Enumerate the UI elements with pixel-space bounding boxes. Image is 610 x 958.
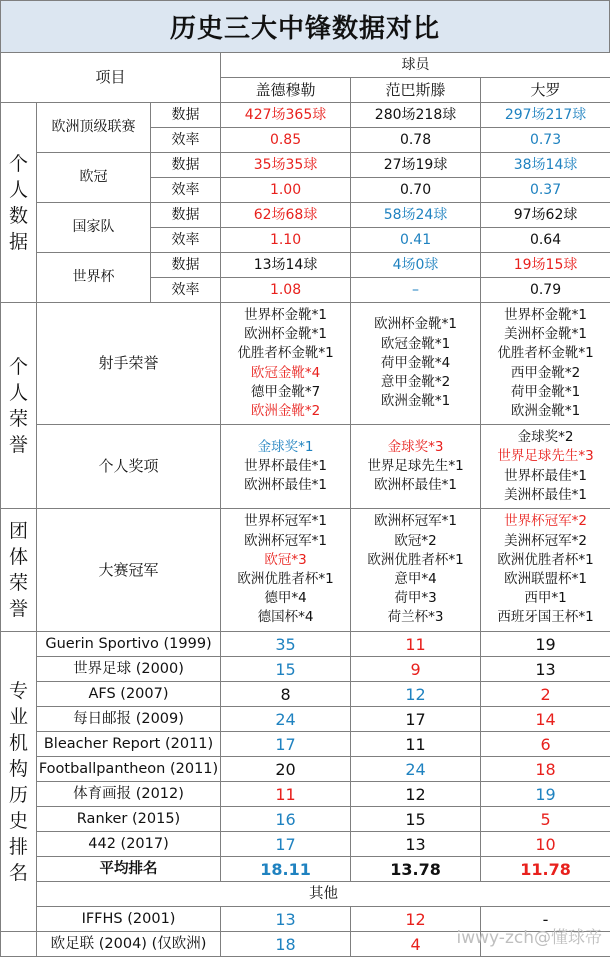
honor-label-awards: 个人奖项 <box>37 425 221 509</box>
rank-muller: 17 <box>221 832 351 857</box>
awards-ronaldo <box>481 425 610 509</box>
average-rank-muller: 18.11 <box>221 857 351 882</box>
watermark: iwwy-zch@懂球帝 <box>456 928 602 948</box>
honor-item: 世界杯金靴*1 <box>244 306 327 323</box>
section-rankings: 专 业 机 构 历 史 排 名 <box>1 632 37 932</box>
rank-ronaldo: 19 <box>481 782 610 807</box>
rank-van-basten: 15 <box>351 807 481 832</box>
honor-list <box>351 438 480 496</box>
data-label: 数据 <box>151 103 221 128</box>
rank-muller: 20 <box>221 757 351 782</box>
honor-item: 欧洲金靴*1 <box>380 393 451 410</box>
national-rate-muller: 1.10 <box>221 228 351 253</box>
section-personal-data: 个 人 数 据 <box>1 103 37 303</box>
ranking-source: 欧足联 (2004) (仅欧洲) <box>37 932 221 957</box>
page-title: 历史三大中锋数据对比 <box>0 0 610 53</box>
rank-van-basten: 13 <box>351 832 481 857</box>
awards-muller <box>221 425 351 509</box>
honor-item: 欧洲优胜者杯*1 <box>237 571 334 587</box>
honor-item: 西甲*1 <box>524 590 567 607</box>
honor-item: 荷甲金靴*4 <box>380 354 451 371</box>
honor-item: 欧洲杯冠军*1 <box>244 532 327 549</box>
honor-item: 欧冠*2 <box>394 532 437 549</box>
scorer-honors-ronaldo <box>481 303 610 425</box>
worldcup-data-ronaldo: 19场15球 <box>481 253 610 278</box>
rank-muller: 24 <box>221 707 351 732</box>
rank-van-basten: 12 <box>351 907 481 932</box>
rank-van-basten: 11 <box>351 732 481 757</box>
ucl-rate-ronaldo: 0.37 <box>481 178 610 203</box>
honor-item: 世界杯冠军*2 <box>504 513 587 530</box>
honor-item: 德国杯*4 <box>257 609 314 626</box>
honor-item: 金球奖*3 <box>387 438 444 455</box>
rank-ronaldo: 13 <box>481 657 610 682</box>
data-label: 数据 <box>151 153 221 178</box>
ranking-source: 每日邮报 (2009) <box>37 707 221 732</box>
rank-van-basten: 17 <box>351 707 481 732</box>
rank-muller: 16 <box>221 807 351 832</box>
rank-muller: 15 <box>221 657 351 682</box>
ucl-data-van-basten: 27场19球 <box>351 153 481 178</box>
league-data-muller: 427场365球 <box>221 103 351 128</box>
national-data-van-basten: 58场24球 <box>351 203 481 228</box>
honor-item: 优胜者杯金靴*1 <box>237 345 334 362</box>
league-rate-muller: 0.85 <box>221 128 351 153</box>
rate-label: 效率 <box>151 228 221 253</box>
league-data-ronaldo: 297场217球 <box>481 103 610 128</box>
worldcup-data-muller: 13场14球 <box>221 253 351 278</box>
section-team-honors: 团 体 荣 誉 <box>1 509 37 632</box>
rate-label: 效率 <box>151 278 221 303</box>
rank-ronaldo: 6 <box>481 732 610 757</box>
ranking-source: 体育画报 (2012) <box>37 782 221 807</box>
honor-list <box>481 306 610 421</box>
honor-item: 荷甲*3 <box>394 590 437 607</box>
honor-item: 世界杯金靴*1 <box>504 306 587 323</box>
team-honors-muller <box>221 509 351 632</box>
rate-label: 效率 <box>151 128 221 153</box>
scorer-honors-van-basten <box>351 303 481 425</box>
honor-item: 欧洲杯金靴*1 <box>244 326 327 343</box>
honor-item: 欧洲优胜者杯*1 <box>497 551 594 568</box>
honor-item: 欧洲杯最佳*1 <box>374 477 457 494</box>
header-item: 项目 <box>1 53 221 103</box>
data-label: 数据 <box>151 253 221 278</box>
honor-item: 欧冠金靴*4 <box>250 364 321 381</box>
rank-muller: 8 <box>221 682 351 707</box>
team-honors-ronaldo <box>481 509 610 632</box>
national-rate-van-basten: 0.41 <box>351 228 481 253</box>
honor-item: 世界杯最佳*1 <box>504 467 587 484</box>
worldcup-rate-ronaldo: 0.79 <box>481 278 610 303</box>
ucl-data-muller: 35场35球 <box>221 153 351 178</box>
honor-item: 欧洲联盟杯*1 <box>504 571 587 587</box>
honor-item: 西班牙国王杯*1 <box>497 609 594 626</box>
player-name-muller: 盖德穆勒 <box>221 78 351 103</box>
honor-item: 欧冠金靴*1 <box>380 335 451 352</box>
rank-ronaldo: 10 <box>481 832 610 857</box>
rank-ronaldo: 2 <box>481 682 610 707</box>
rank-van-basten: 12 <box>351 782 481 807</box>
competition-label: 国家队 <box>37 203 151 253</box>
honor-item: 世界杯冠军*1 <box>244 513 327 530</box>
others-header: 其他 <box>37 882 610 907</box>
ucl-rate-van-basten: 0.70 <box>351 178 481 203</box>
honor-list <box>351 315 480 411</box>
honor-item: 荷甲金靴*1 <box>510 383 581 400</box>
rate-label: 效率 <box>151 178 221 203</box>
honor-item: 欧洲杯最佳*1 <box>244 477 327 494</box>
player-name-van-basten: 范巴斯滕 <box>351 78 481 103</box>
rank-ronaldo: 19 <box>481 632 610 657</box>
average-rank-ronaldo: 11.78 <box>481 857 610 882</box>
ranking-source: 442 (2017) <box>37 832 221 857</box>
honor-list <box>481 428 610 505</box>
honor-item: 意甲*4 <box>394 571 437 587</box>
ranking-source: Guerin Sportivo (1999) <box>37 632 221 657</box>
competition-label: 欧洲顶级联赛 <box>37 103 151 153</box>
team-honors-van-basten <box>351 509 481 632</box>
honor-item: 西甲金靴*2 <box>510 364 581 381</box>
ranking-source: IFFHS (2001) <box>37 907 221 932</box>
ucl-data-ronaldo: 38场14球 <box>481 153 610 178</box>
honor-list <box>351 512 480 627</box>
honor-item: 美洲杯冠军*2 <box>504 532 587 549</box>
honor-item: 德甲*4 <box>264 590 307 607</box>
national-data-ronaldo: 97场62球 <box>481 203 610 228</box>
national-rate-ronaldo: 0.64 <box>481 228 610 253</box>
ranking-source: 世界足球 (2000) <box>37 657 221 682</box>
average-rank-van-basten: 13.78 <box>351 857 481 882</box>
honor-label-scorer: 射手荣誉 <box>37 303 221 425</box>
rank-muller: 11 <box>221 782 351 807</box>
honor-list <box>221 512 350 627</box>
competition-label: 欧冠 <box>37 153 151 203</box>
rank-van-basten: 12 <box>351 682 481 707</box>
competition-label: 世界杯 <box>37 253 151 303</box>
rank-muller: 17 <box>221 732 351 757</box>
honor-item: 世界杯最佳*1 <box>244 457 327 474</box>
league-data-van-basten: 280场218球 <box>351 103 481 128</box>
national-data-muller: 62场68球 <box>221 203 351 228</box>
honor-item: 优胜者杯金靴*1 <box>497 345 594 362</box>
ranking-source: AFS (2007) <box>37 682 221 707</box>
honor-item: 金球奖*2 <box>517 429 574 446</box>
honor-item: 欧洲优胜者杯*1 <box>367 551 464 568</box>
honor-item: 欧洲杯金靴*1 <box>374 316 457 333</box>
honor-item: 世界足球先生*1 <box>367 457 464 474</box>
average-rank-label: 平均排名 <box>37 857 221 882</box>
rank-muller: 35 <box>221 632 351 657</box>
player-name-ronaldo: 大罗 <box>481 78 610 103</box>
comparison-table <box>0 52 610 957</box>
section-personal-honors: 个 人 荣 誉 <box>1 303 37 509</box>
header-players-group: 球员 <box>221 53 610 78</box>
rank-van-basten: 11 <box>351 632 481 657</box>
awards-van-basten <box>351 425 481 509</box>
rank-ronaldo: - <box>481 907 610 932</box>
honor-item: 金球奖*1 <box>257 438 314 455</box>
honor-item: 欧洲金靴*1 <box>510 402 581 419</box>
rank-ronaldo: 14 <box>481 707 610 732</box>
honor-item: 意甲金靴*2 <box>380 374 451 391</box>
ranking-source: Ranker (2015) <box>37 807 221 832</box>
rank-ronaldo: 5 <box>481 807 610 832</box>
data-label: 数据 <box>151 203 221 228</box>
rank-van-basten: 24 <box>351 757 481 782</box>
honor-item: 欧洲金靴*2 <box>250 402 321 419</box>
rank-muller: 18 <box>221 932 351 957</box>
scorer-honors-muller <box>221 303 351 425</box>
honor-list <box>221 438 350 496</box>
honor-item: 世界足球先生*3 <box>497 448 594 465</box>
rank-van-basten: 9 <box>351 657 481 682</box>
honor-label-team: 大赛冠军 <box>37 509 221 632</box>
honor-list <box>221 306 350 421</box>
honor-item: 美洲杯最佳*1 <box>504 486 587 503</box>
rank-van-basten: 4 <box>351 932 481 957</box>
rank-ronaldo: 18 <box>481 757 610 782</box>
ranking-source: Footballpantheon (2011) <box>37 757 221 782</box>
honor-item: 德甲金靴*7 <box>250 383 321 400</box>
worldcup-rate-muller: 1.08 <box>221 278 351 303</box>
honor-item: 美洲杯金靴*1 <box>504 326 587 343</box>
rank-muller: 13 <box>221 907 351 932</box>
honor-item: 欧洲杯冠军*1 <box>374 513 457 530</box>
ranking-source: Bleacher Report (2011) <box>37 732 221 757</box>
honor-item: 荷兰杯*3 <box>387 609 444 626</box>
ucl-rate-muller: 1.00 <box>221 178 351 203</box>
league-rate-ronaldo: 0.73 <box>481 128 610 153</box>
honor-list <box>481 512 610 627</box>
league-rate-van-basten: 0.78 <box>351 128 481 153</box>
honor-item: 欧冠*3 <box>264 551 307 568</box>
worldcup-rate-van-basten: – <box>351 278 481 303</box>
worldcup-data-van-basten: 4场0球 <box>351 253 481 278</box>
